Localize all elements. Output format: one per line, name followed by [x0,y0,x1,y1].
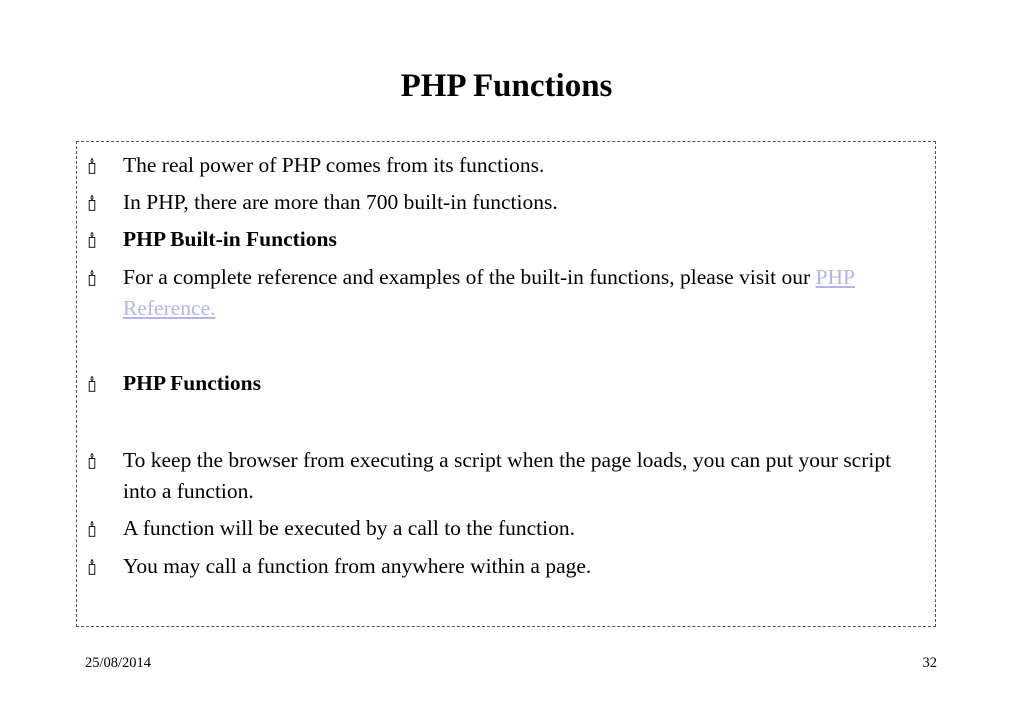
bullet-heading: PHP Built-in Functions [123,227,337,251]
candle-bullet-icon [87,270,97,286]
php-reference-link[interactable]: PHP Reference. [123,265,855,320]
candle-bullet-icon [87,453,97,469]
candle-bullet-icon [87,158,97,174]
bullet-heading: PHP Functions [123,371,261,395]
bullet-item [123,551,923,582]
candle-bullet-icon [87,376,97,392]
bullet-item [123,513,923,544]
bullet-item [123,368,923,399]
bullet-item [123,187,923,218]
candle-bullet-icon [87,521,97,537]
bullet-item [123,224,923,255]
candle-bullet-icon [87,559,97,575]
bullet-text: In PHP, there are more than 700 built-in functions. [123,190,558,214]
bullet-text: A function will be executed by a call to the function. [123,516,575,540]
candle-bullet-icon [87,195,97,211]
candle-bullet-icon [87,232,97,248]
bullet-item [123,150,923,181]
bullet-item [123,445,923,507]
bullet-text: The real power of PHP comes from its functions. [123,153,545,177]
bullet-text: For a complete reference and examples of the built-in functions, please visit our [123,265,816,289]
footer-date: 25/08/2014 [85,655,152,671]
page-number: 32 [922,655,937,671]
slide-title: PHP Functions [400,68,613,104]
bullet-item [123,262,923,324]
content-box [76,141,936,627]
bullet-text: You may call a function from anywhere within a page. [123,554,592,578]
bullet-text: To keep the browser from executing a script when the page loads, you can put your script into a function. [123,448,892,503]
